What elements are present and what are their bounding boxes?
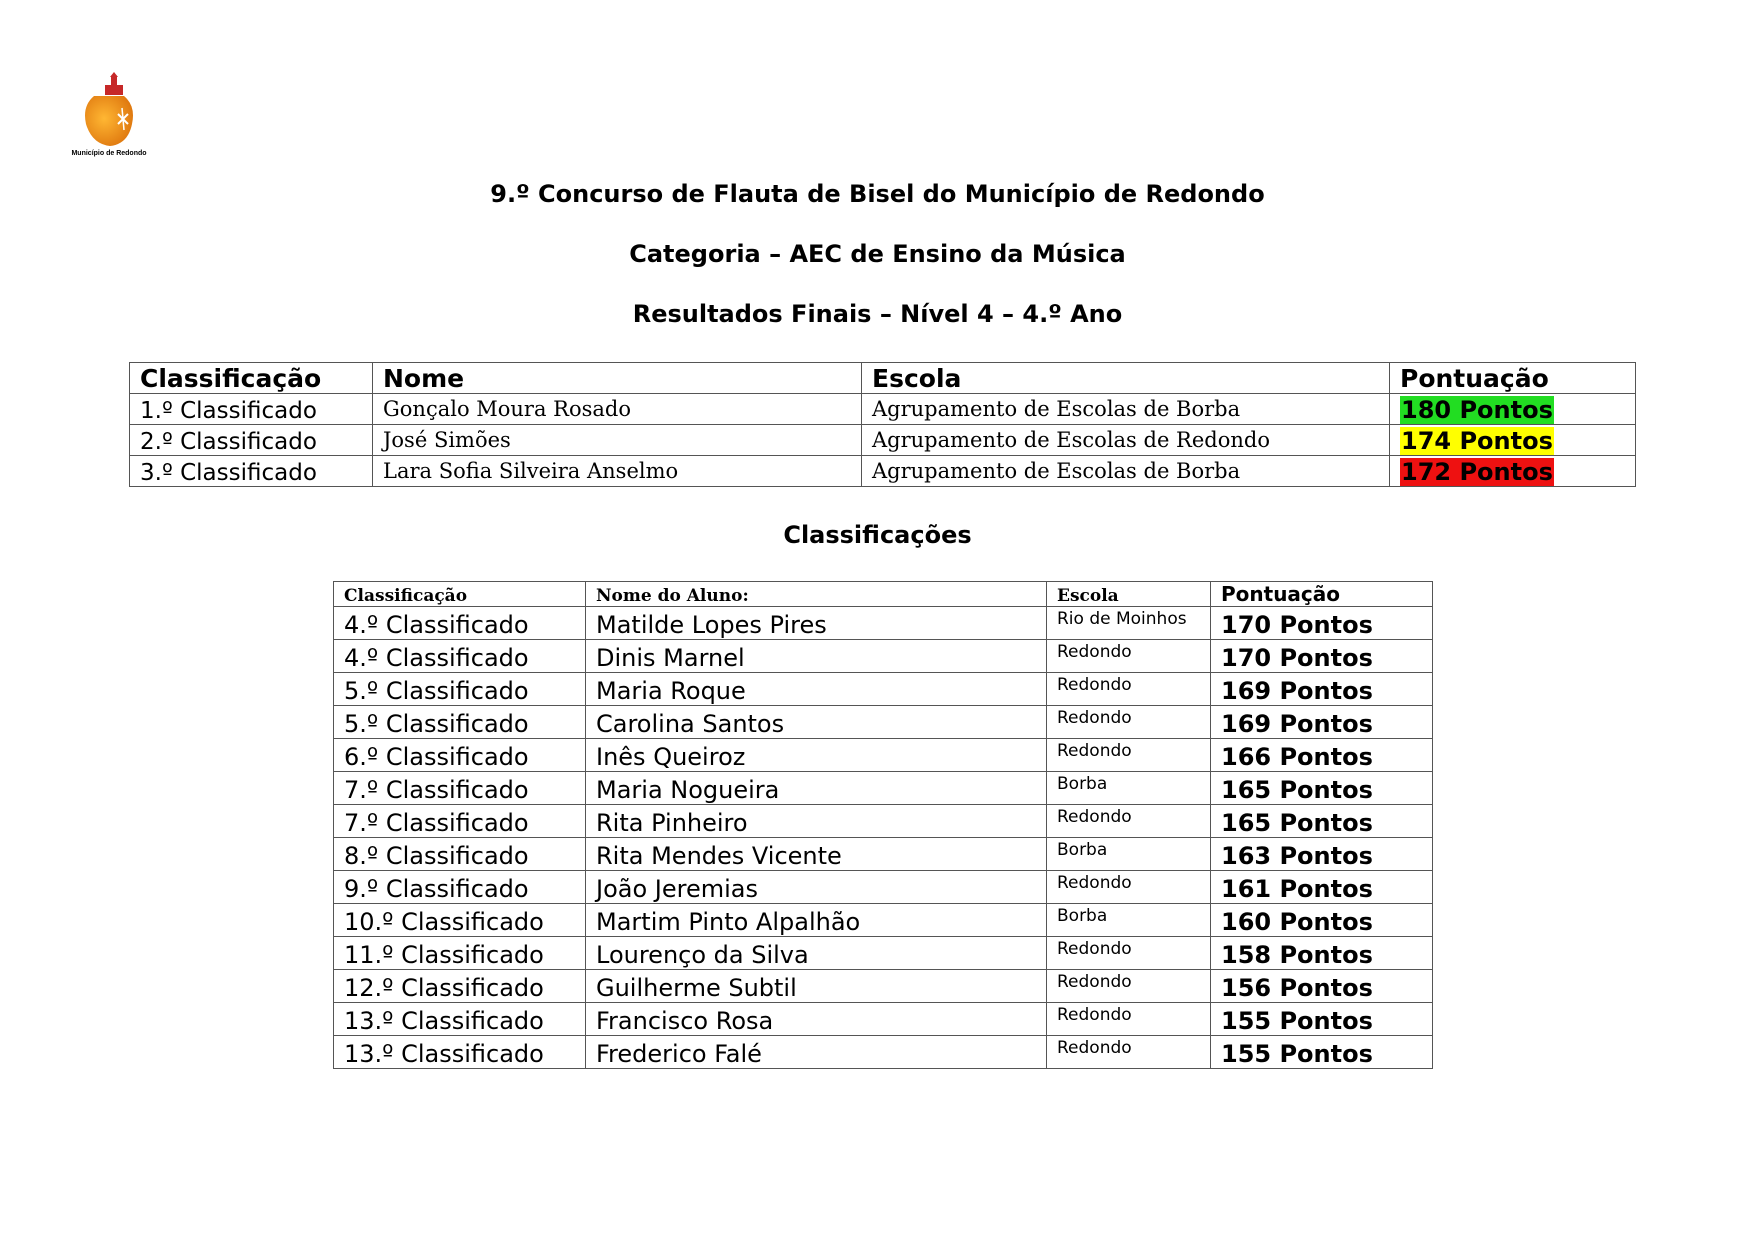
score-cell: 165 Pontos <box>1211 772 1433 805</box>
school-cell: Borba <box>1047 772 1211 805</box>
category-heading: Categoria – AEC de Ensino da Música <box>629 240 1126 268</box>
podium-table <box>129 362 1636 487</box>
table-row <box>334 871 1433 904</box>
place-cell: 4.º Classificado <box>334 607 586 640</box>
table-row <box>334 904 1433 937</box>
name-cell: Matilde Lopes Pires <box>586 607 1047 640</box>
score-cell: 170 Pontos <box>1211 607 1433 640</box>
score-cell: 170 Pontos <box>1211 640 1433 673</box>
name-cell: João Jeremias <box>586 871 1047 904</box>
name-cell: Inês Queiroz <box>586 739 1047 772</box>
logo-caption: Município de Redondo <box>71 150 147 157</box>
name-cell: Martim Pinto Alpalhão <box>586 904 1047 937</box>
place-cell: 6.º Classificado <box>334 739 586 772</box>
score-cell: 169 Pontos <box>1211 706 1433 739</box>
score-highlight-red: 172 Pontos <box>1401 458 1553 486</box>
place-cell: 13.º Classificado <box>334 1003 586 1036</box>
score-cell: 166 Pontos <box>1211 739 1433 772</box>
score-cell: 158 Pontos <box>1211 937 1433 970</box>
header-nome: Nome <box>373 363 862 394</box>
school-cell: Redondo <box>1047 970 1211 1003</box>
score-cell: 161 Pontos <box>1211 871 1433 904</box>
score-cell: 160 Pontos <box>1211 904 1433 937</box>
name-cell: Lara Sofia Silveira Anselmo <box>373 456 862 487</box>
name-cell: Frederico Falé <box>586 1036 1047 1069</box>
score-cell <box>1390 425 1636 456</box>
results-heading: Resultados Finais – Nível 4 – 4.º Ano <box>632 300 1123 328</box>
table-row <box>334 1003 1433 1036</box>
place-cell: 12.º Classificado <box>334 970 586 1003</box>
header-escola: Escola <box>1047 582 1211 607</box>
name-cell: Francisco Rosa <box>586 1003 1047 1036</box>
score-cell <box>1390 394 1636 425</box>
table-row <box>334 706 1433 739</box>
classificacoes-heading: Classificações <box>783 521 972 549</box>
school-cell: Redondo <box>1047 1036 1211 1069</box>
name-cell: Rita Mendes Vicente <box>586 838 1047 871</box>
name-cell: Dinis Marnel <box>586 640 1047 673</box>
table-row <box>334 607 1433 640</box>
place-cell: 4.º Classificado <box>334 640 586 673</box>
podium-row <box>130 456 1636 487</box>
school-cell: Redondo <box>1047 640 1211 673</box>
score-cell: 155 Pontos <box>1211 1036 1433 1069</box>
header-escola: Escola <box>862 363 1390 394</box>
header-classificacao: Classificação <box>130 363 373 394</box>
place-cell: 5.º Classificado <box>334 673 586 706</box>
name-cell: Rita Pinheiro <box>586 805 1047 838</box>
place-cell: 7.º Classificado <box>334 805 586 838</box>
school-cell: Borba <box>1047 904 1211 937</box>
name-cell: José Simões <box>373 425 862 456</box>
school-cell: Redondo <box>1047 871 1211 904</box>
school-cell: Agrupamento de Escolas de Redondo <box>862 425 1390 456</box>
table-row <box>334 970 1433 1003</box>
place-cell: 10.º Classificado <box>334 904 586 937</box>
school-cell: Agrupamento de Escolas de Borba <box>862 456 1390 487</box>
classifications-table <box>333 581 1433 1069</box>
amphora-logo-icon <box>72 72 146 150</box>
table-row <box>334 1036 1433 1069</box>
table-row <box>334 739 1433 772</box>
school-cell: Rio de Moinhos <box>1047 607 1211 640</box>
place-cell: 2.º Classificado <box>130 425 373 456</box>
score-cell: 163 Pontos <box>1211 838 1433 871</box>
score-highlight-green: 180 Pontos <box>1401 396 1553 424</box>
place-cell: 5.º Classificado <box>334 706 586 739</box>
place-cell: 8.º Classificado <box>334 838 586 871</box>
name-cell: Guilherme Subtil <box>586 970 1047 1003</box>
podium-row <box>130 425 1636 456</box>
podium-header-row <box>130 363 1636 394</box>
municipality-logo <box>64 72 154 162</box>
school-cell: Redondo <box>1047 937 1211 970</box>
school-cell: Borba <box>1047 838 1211 871</box>
table-row <box>334 673 1433 706</box>
table-row <box>334 838 1433 871</box>
score-cell: 165 Pontos <box>1211 805 1433 838</box>
contest-title: 9.º Concurso de Flauta de Bisel do Município de Redondo <box>490 180 1265 208</box>
name-cell: Gonçalo Moura Rosado <box>373 394 862 425</box>
school-cell: Redondo <box>1047 1003 1211 1036</box>
name-cell: Lourenço da Silva <box>586 937 1047 970</box>
place-cell: 11.º Classificado <box>334 937 586 970</box>
header-nome-aluno: Nome do Aluno: <box>586 582 1047 607</box>
score-cell <box>1390 456 1636 487</box>
school-cell: Redondo <box>1047 673 1211 706</box>
table-row <box>334 640 1433 673</box>
score-cell: 169 Pontos <box>1211 673 1433 706</box>
name-cell: Maria Roque <box>586 673 1047 706</box>
classifications-header-row <box>334 582 1433 607</box>
place-cell: 1.º Classificado <box>130 394 373 425</box>
name-cell: Maria Nogueira <box>586 772 1047 805</box>
score-cell: 155 Pontos <box>1211 1003 1433 1036</box>
place-cell: 7.º Classificado <box>334 772 586 805</box>
table-row <box>334 937 1433 970</box>
school-cell: Redondo <box>1047 739 1211 772</box>
podium-row <box>130 394 1636 425</box>
score-cell: 156 Pontos <box>1211 970 1433 1003</box>
table-row <box>334 772 1433 805</box>
school-cell: Agrupamento de Escolas de Borba <box>862 394 1390 425</box>
header-classificacao: Classificação <box>334 582 586 607</box>
place-cell: 3.º Classificado <box>130 456 373 487</box>
header-pontuacao: Pontuação <box>1390 363 1636 394</box>
place-cell: 9.º Classificado <box>334 871 586 904</box>
header-pontuacao: Pontuação <box>1211 582 1433 607</box>
table-row <box>334 805 1433 838</box>
place-cell: 13.º Classificado <box>334 1036 586 1069</box>
school-cell: Redondo <box>1047 805 1211 838</box>
score-highlight-yellow: 174 Pontos <box>1401 427 1553 455</box>
school-cell: Redondo <box>1047 706 1211 739</box>
name-cell: Carolina Santos <box>586 706 1047 739</box>
